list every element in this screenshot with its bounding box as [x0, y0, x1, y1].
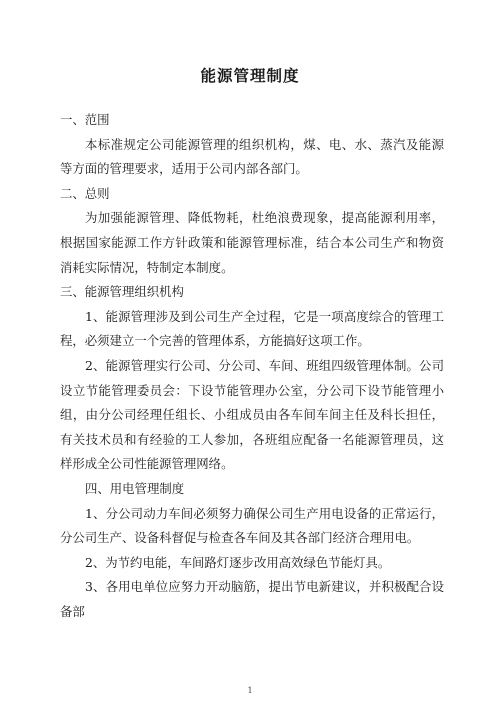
- paragraph-general: 为加强能源管理、降低物耗，杜绝浪费现象，提高能源利用率，根据国家能源工作方针政策和能源管理标准，结合本公司生产和物资消耗实际情况，特制定本制度。: [60, 210, 444, 275]
- paragraph-electricity-1: 1、分公司动力车间必须努力确保公司生产用电设备的正常运行，分公司生产、设备科督促与检查各车间及其各部门经济合理用电。: [60, 505, 444, 546]
- paragraph-electricity-2: 2、为节约电能，车间路灯逐步改用高效绿色节能灯具。: [85, 554, 391, 570]
- page-number: 1: [247, 686, 253, 695]
- section-heading-electricity: 四、用电管理制度: [85, 480, 185, 496]
- paragraph-electricity-3: 3、各用电单位应努力开动脑筋，提出节电新建议，并积极配合设备部: [60, 579, 444, 619]
- paragraph-organization-1: 1、能源管理涉及到公司生产全过程，它是一项高度综合的管理工程，必须建立一个完善的管理体系，方能搞好这项工作。: [60, 308, 444, 349]
- section-heading-organization: 三、能源管理组织机构: [60, 284, 184, 300]
- paragraph-organization-2: 2、能源管理实行公司、分公司、车间、班组四级管理体制。公司设立节能管理委员会：下设节能管理办公室，分公司下设节能管理小组，由分公司经理任组长、小组成员由各车间车间主任及科长担任，有关技术员和有经验的工人参加，各班组应配备一名能源管理员，这样形成全公司性能源管理网络。: [60, 357, 444, 472]
- section-heading-general: 二、总则: [60, 185, 110, 201]
- paragraph-scope: 本标准规定公司能源管理的组织机构，煤、电、水、蒸汽及能源等方面的管理要求，适用于公司内部各部门。: [60, 136, 444, 177]
- document-title: 能源管理制度: [200, 67, 300, 85]
- document-body: [60, 108, 444, 624]
- section-heading-scope: 一、范围: [60, 112, 110, 127]
